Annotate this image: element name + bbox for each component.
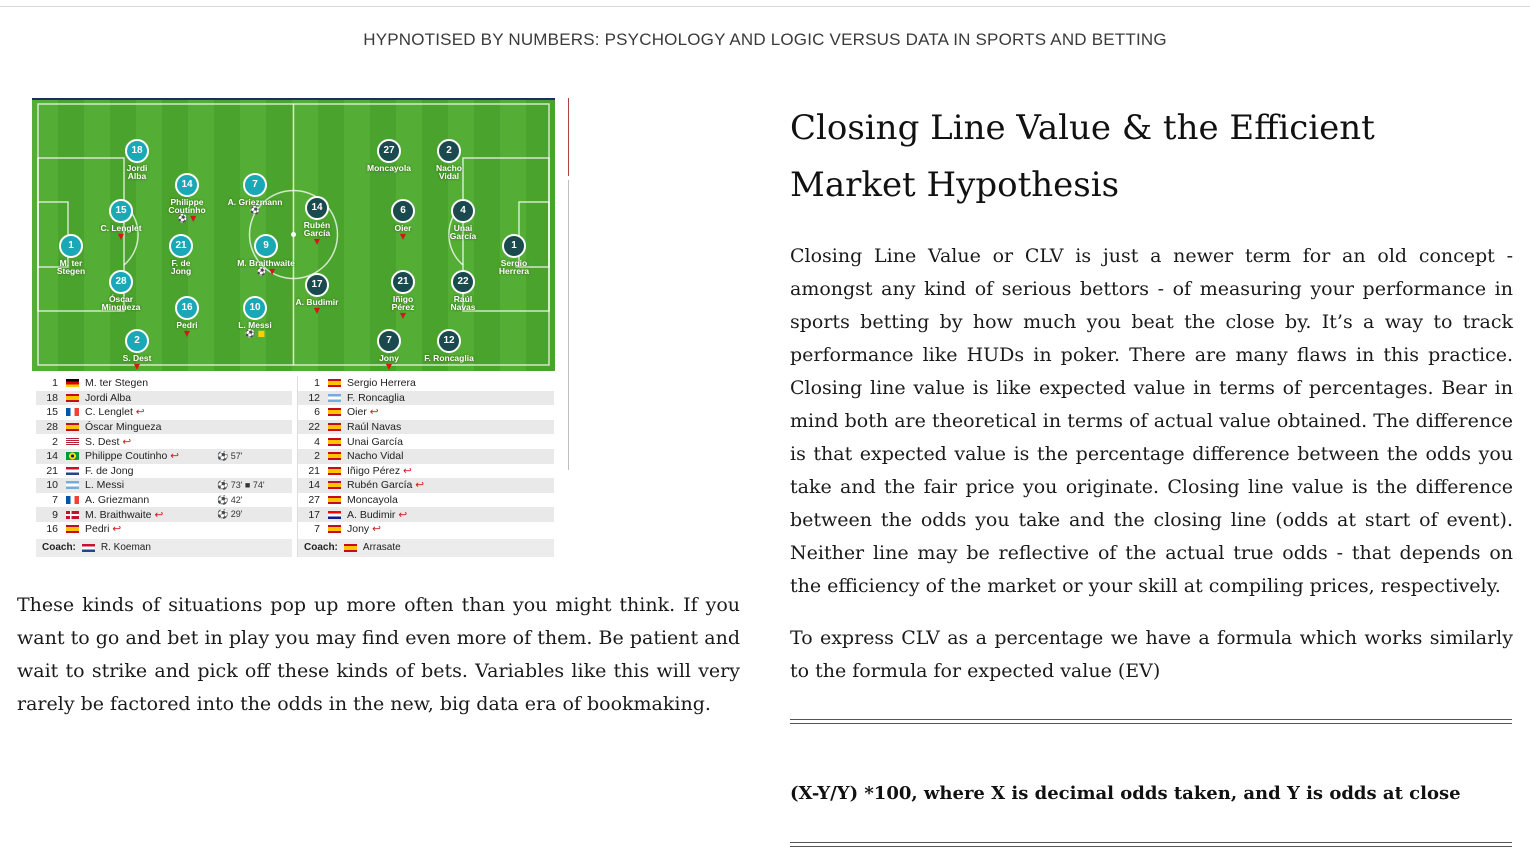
- france-flag-icon: [66, 496, 79, 504]
- player-token: [277, 195, 357, 246]
- roster-row: [298, 478, 554, 493]
- lineup-figure: [32, 98, 572, 568]
- spain-flag-icon: [66, 423, 79, 431]
- player-name: S. Dest: [122, 353, 152, 363]
- substitution-icon: ↩: [167, 450, 180, 463]
- player-number: 10: [243, 296, 267, 320]
- netherlands-flag-icon: [66, 467, 79, 475]
- roster-number: 6: [314, 406, 320, 419]
- roster-number: 16: [46, 523, 58, 536]
- roster-player-name: M. ter Stegen: [85, 377, 149, 390]
- roster-row: [298, 449, 554, 464]
- player-name: F. Roncaglia: [424, 353, 474, 363]
- roster-player-name: Raúl Navas: [347, 421, 402, 434]
- roster-row: [36, 405, 292, 420]
- roster-player-name: S. Dest ↩: [85, 435, 132, 448]
- substitution-icon: ↩: [366, 406, 379, 419]
- roster-number: 9: [52, 508, 58, 521]
- home-coach-row: [36, 539, 292, 557]
- player-name: Philippe Coutinho: [168, 197, 206, 215]
- spain-flag-icon: [328, 525, 341, 533]
- formula-top-rule: [790, 719, 1512, 724]
- roster-row: [36, 376, 292, 391]
- player-name: Nacho Vidal: [436, 163, 462, 181]
- roster-row: [36, 449, 292, 464]
- roster-player-name: M. Braithwaite ↩: [85, 508, 164, 521]
- roster-row: [36, 507, 292, 522]
- player-token: [409, 328, 489, 362]
- top-divider: [0, 6, 1530, 7]
- roster-number: 7: [314, 523, 320, 536]
- roster-player-name: C. Lenglet ↩: [85, 406, 145, 419]
- roster-player-name: Iñigo Pérez ↩: [347, 464, 412, 477]
- player-name: A. Griezmann: [227, 197, 283, 207]
- home-coach-name: R. Koeman: [100, 542, 151, 554]
- roster-number: 22: [308, 421, 320, 434]
- spain-flag-icon: [328, 438, 341, 446]
- roster-player-name: L. Messi: [85, 479, 125, 492]
- left-paragraph: These kinds of situations pop up more often than you might think. If you want to go and bet in play you may find even more of them. Be patient and wait to strike and pick off these kinds of bets. Variables like this will very rarely be factored into the odds in the new, big data era of bookmaking.: [17, 594, 740, 715]
- roster-player-name: A. Budimir ↩: [347, 508, 408, 521]
- roster-row: [36, 434, 292, 449]
- roster-player-name: A. Griezmann: [85, 494, 150, 507]
- spain-flag-icon: [328, 467, 341, 475]
- roster-number: 10: [46, 479, 58, 492]
- roster-row: [36, 478, 292, 493]
- player-number: 7: [377, 329, 401, 353]
- roster-player-name: Moncayola: [347, 494, 398, 507]
- spain-flag-icon: [328, 496, 341, 504]
- roster-row: [298, 522, 554, 537]
- player-name: Unai García: [449, 223, 477, 241]
- roster-number: 4: [314, 435, 320, 448]
- roster-row: [298, 391, 554, 406]
- player-event-icon: ▼: [385, 362, 393, 371]
- player-number: 28: [109, 270, 133, 294]
- roster-number: 21: [46, 464, 58, 477]
- coach-label: Coach:: [42, 542, 76, 554]
- roster-events: ⚽ 42': [217, 494, 243, 505]
- croatia-flag-icon: [328, 511, 341, 519]
- formula-bottom-rule: [790, 842, 1512, 847]
- away-coach-row: [298, 539, 554, 557]
- coach-label: Coach:: [304, 542, 338, 554]
- player-name: M. ter Stegen: [56, 258, 86, 276]
- player-number: 1: [59, 234, 83, 258]
- roster-row: [298, 493, 554, 508]
- player-number: 4: [451, 199, 475, 223]
- substitution-icon: ↩: [132, 406, 145, 419]
- roster-events: ⚽ 57': [217, 450, 243, 461]
- player-name: Pedri: [176, 320, 198, 330]
- roster-row: [298, 420, 554, 435]
- roster-player-name: Unai García: [347, 435, 404, 448]
- roster-row: [298, 507, 554, 522]
- argentina-flag-icon: [66, 481, 79, 489]
- roster-number: 27: [308, 494, 320, 507]
- roster-events: ⚽ 29': [217, 509, 243, 520]
- substitution-icon: ↩: [109, 523, 122, 536]
- usa-flag-icon: [66, 438, 79, 446]
- clv-section: [790, 100, 1513, 688]
- substitution-icon: ↩: [395, 508, 408, 521]
- player-event-icon: ▼: [313, 306, 321, 315]
- player-number: 21: [169, 234, 193, 258]
- player-number: 22: [451, 270, 475, 294]
- player-token: [97, 328, 177, 371]
- player-number: 27: [377, 139, 401, 163]
- roster-row: [36, 464, 292, 479]
- roster-player-name: Oier ↩: [347, 406, 379, 419]
- roster-number: 2: [52, 435, 58, 448]
- clv-formula: (X-Y/Y) *100, where X is decimal odds taken, and Y is odds at close: [790, 783, 1461, 804]
- player-event-icon: ⚽ ■: [244, 329, 266, 338]
- roster-row: [36, 391, 292, 406]
- roster-row: [36, 493, 292, 508]
- player-number: 6: [391, 199, 415, 223]
- germany-flag-icon: [66, 379, 79, 387]
- player-name: Iñigo Pérez: [391, 294, 415, 312]
- clv-formula-intro: To express CLV as a percentage we have a formula which works similarly to the formula for expected value (EV): [790, 627, 1513, 682]
- clv-paragraph: Closing Line Value or CLV is just a newer term for an old concept - amongst any kind of serious bettors - of measuring your performance in sports betting by how much you beat the close by. It’s a way to track performance like HUDs in poker. There are many flaws in this practice. Closing line value is like expected value in terms of percentages. Bear in mind both are theoretical in terms of actual value obtained. The difference is that expected value is the percentage difference between the odds you take and the fair price you originate. Closing line value is the difference between the odds you take and the closing line (odds at start of event). Neither line may be reflective of the actual true odds - that depends on the efficiency of the market or your skill at compiling prices, respectively.: [790, 245, 1513, 597]
- argentina-flag-icon: [328, 394, 341, 402]
- player-name: F. de Jong: [170, 258, 192, 276]
- player-number: 18: [125, 139, 149, 163]
- roster-number: 28: [46, 421, 58, 434]
- football-pitch: [32, 98, 555, 371]
- player-number: 14: [305, 196, 329, 220]
- player-event-icon: ▼: [399, 232, 407, 241]
- player-number: 21: [391, 270, 415, 294]
- netherlands-flag-icon: [82, 544, 95, 552]
- player-token: [277, 272, 357, 315]
- denmark-flag-icon: [66, 511, 79, 519]
- roster-number: 2: [314, 450, 320, 463]
- running-header: HYPNOTISED BY NUMBERS: PSYCHOLOGY AND LOGIC VERSUS DATA IN SPORTS AND BETTING: [363, 30, 1167, 49]
- player-name: Jony: [379, 353, 399, 363]
- player-name: Jordi Alba: [126, 163, 148, 181]
- roster-row: [298, 464, 554, 479]
- player-number: 9: [254, 234, 278, 258]
- player-token: [409, 138, 489, 180]
- roster-player-name: Sergio Herrera: [347, 377, 416, 390]
- player-event-icon: ▼: [313, 237, 321, 246]
- substitution-icon: ↩: [400, 464, 412, 477]
- player-number: 17: [305, 273, 329, 297]
- player-name: Moncayola: [367, 163, 411, 173]
- roster-number: 14: [308, 479, 320, 492]
- player-event-icon: ⚽ ▼: [256, 267, 276, 276]
- player-number: 14: [175, 173, 199, 197]
- player-number: 12: [437, 329, 461, 353]
- roster-number: 17: [308, 508, 320, 521]
- player-name: Sergio Herrera: [498, 258, 530, 276]
- away-coach-name: Arrasate: [362, 542, 401, 554]
- spain-flag-icon: [328, 452, 341, 460]
- section-heading: [790, 100, 1513, 214]
- player-name: Rubén García: [303, 220, 331, 238]
- spain-flag-icon: [328, 423, 341, 431]
- section-heading-line2: Market Hypothesis: [790, 165, 1120, 205]
- player-number: 16: [175, 296, 199, 320]
- substitution-icon: ↩: [119, 435, 132, 448]
- spain-flag-icon: [328, 481, 341, 489]
- roster-player-name: Pedri ↩: [85, 523, 122, 536]
- substitution-icon: ↩: [369, 523, 381, 536]
- section-heading-line1: Closing Line Value & the Efficient: [790, 108, 1375, 148]
- substitution-icon: ↩: [412, 479, 425, 492]
- roster-number: 15: [46, 406, 58, 419]
- roster-number: 14: [46, 450, 58, 463]
- roster-row: [36, 420, 292, 435]
- roster-player-name: Óscar Mingueza: [85, 421, 162, 434]
- player-name: A. Budimir: [295, 297, 339, 307]
- player-event-icon: ▼: [133, 362, 141, 371]
- away-roster: [297, 376, 554, 557]
- player-event-icon: ⚽ ▼: [177, 214, 197, 223]
- roster-player-name: Rubén García ↩: [347, 479, 425, 492]
- roster-player-name: F. Roncaglia: [347, 391, 405, 404]
- roster-events: ⚽ 73' ■ 74': [217, 479, 265, 490]
- roster-row: [298, 405, 554, 420]
- player-number: 2: [125, 329, 149, 353]
- player-event-icon: ▼: [399, 311, 407, 320]
- player-event-icon: ▼: [117, 232, 125, 241]
- substitution-icon: ↩: [151, 508, 164, 521]
- roster-player-name: Jordi Alba: [85, 391, 132, 404]
- player-name: Oier: [394, 223, 412, 233]
- player-number: 1: [502, 234, 526, 258]
- roster-player-name: F. de Jong: [85, 464, 134, 477]
- roster-number: 21: [308, 464, 320, 477]
- player-name: Óscar Mingueza: [101, 294, 141, 312]
- roster-number: 1: [52, 377, 58, 390]
- player-number: 15: [109, 199, 133, 223]
- roster-row: [298, 434, 554, 449]
- player-name: Raúl Navas: [450, 294, 476, 312]
- roster-player-name: Jony ↩: [347, 523, 381, 536]
- player-name: M. Braithwaite: [237, 258, 295, 268]
- roster-number: 18: [46, 391, 58, 404]
- spain-flag-icon: [328, 379, 341, 387]
- brazil-flag-icon: [66, 452, 79, 460]
- spain-flag-icon: [66, 525, 79, 533]
- player-number: 2: [437, 139, 461, 163]
- roster-row: [36, 522, 292, 537]
- france-flag-icon: [66, 408, 79, 416]
- player-event-icon: ▼: [183, 329, 191, 338]
- player-name: C. Lenglet: [100, 223, 142, 233]
- home-roster: [36, 376, 292, 557]
- roster-player-name: Philippe Coutinho ↩: [85, 450, 180, 463]
- roster-number: 12: [308, 391, 320, 404]
- roster-player-name: Nacho Vidal: [347, 450, 404, 463]
- player-name: L. Messi: [238, 320, 272, 330]
- roster-number: 7: [52, 494, 58, 507]
- spain-flag-icon: [328, 408, 341, 416]
- spain-flag-icon: [66, 394, 79, 402]
- spain-flag-icon: [344, 544, 357, 552]
- player-event-icon: ⚽: [250, 206, 260, 215]
- player-token: [423, 269, 503, 311]
- roster-row: [298, 376, 554, 391]
- roster-number: 1: [314, 377, 320, 390]
- player-number: 7: [243, 173, 267, 197]
